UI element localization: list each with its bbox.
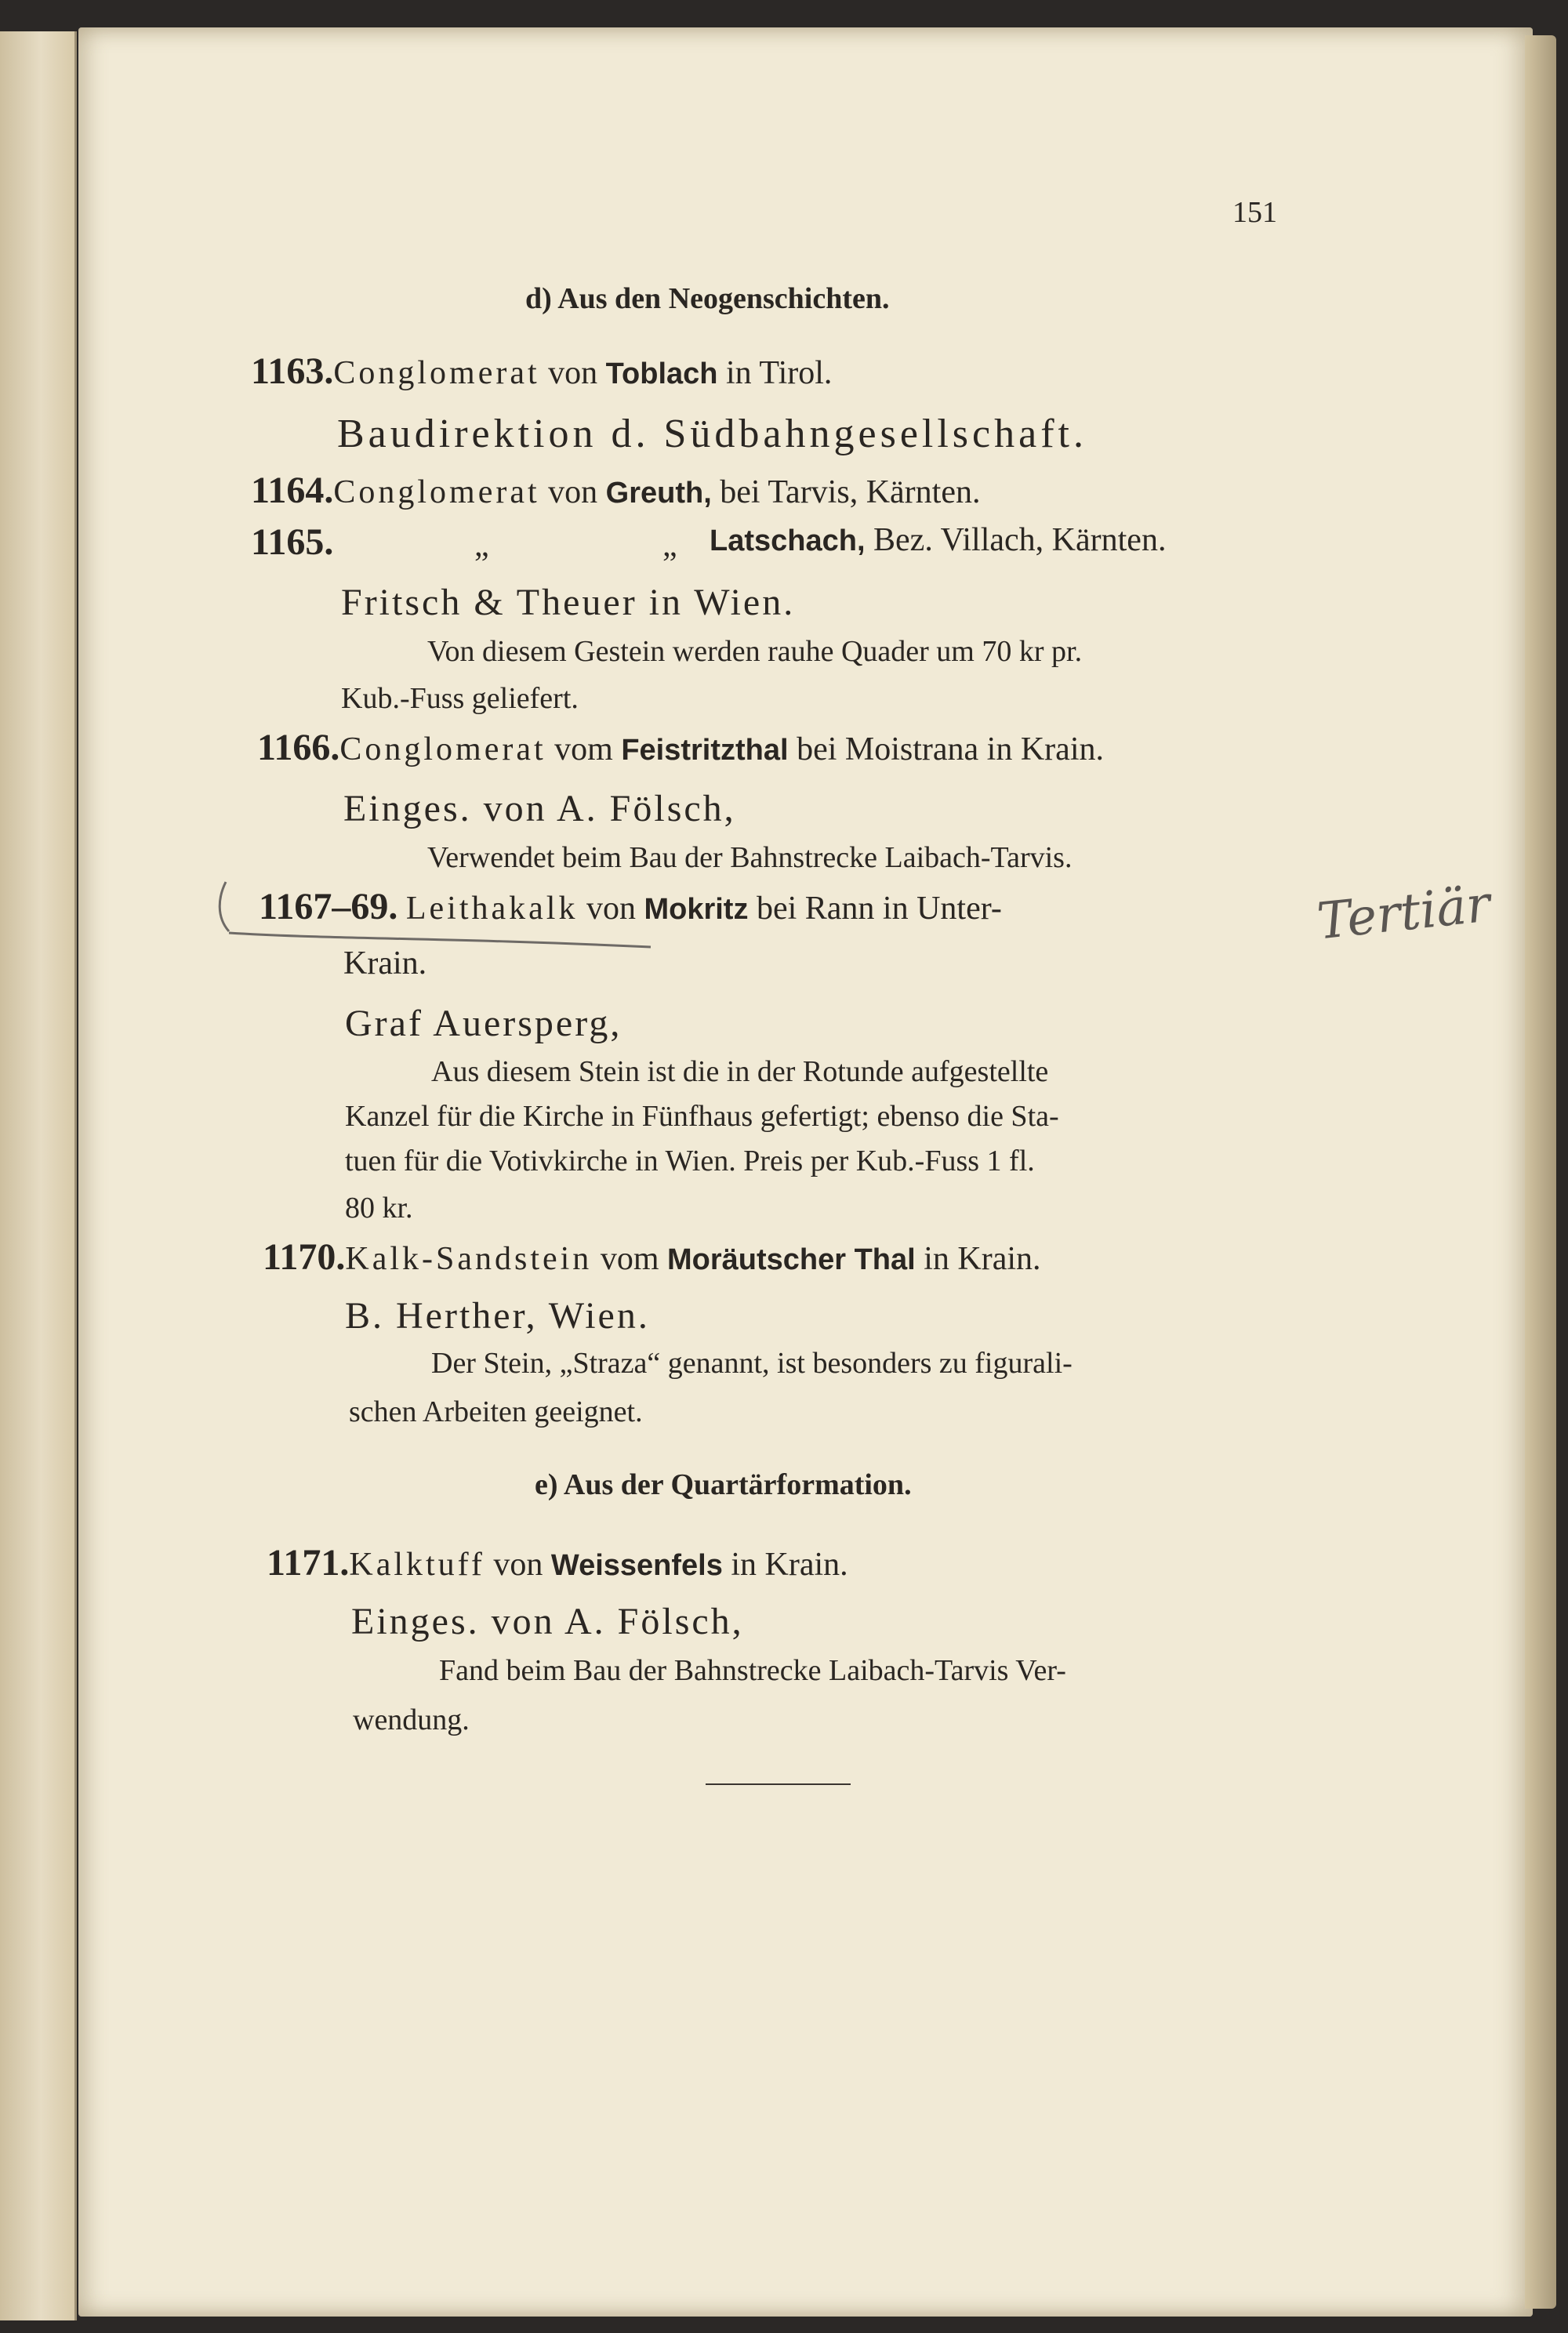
note-text: Von diesem Gestein werden rauhe Quader um 70 kr pr. [427,635,1083,668]
donor-heading: Fritsch & Theuer in Wien. [341,582,796,623]
entry-place: Mokritz [644,893,749,926]
entry-text: von [485,1547,551,1583]
entry-1165 [251,521,334,563]
entry-continuation: Krain. [343,945,427,981]
entry-text: bei Tarvis, Kärnten. [711,474,981,510]
donor-heading: Baudirektion d. Südbahngesellschaft. [337,412,1087,456]
entry-text: in Krain. [722,1547,848,1583]
donor-heading: Einges. von A. Fölsch, [343,788,736,829]
entry-number: 1170. [263,1236,346,1278]
pencil-underline-mark [212,878,666,956]
entry-material: Conglomerat [333,355,540,391]
entry-number: 1166. [257,727,340,768]
entry-material: Kalk-Sandstein [345,1241,593,1277]
entry-number: 1165. [251,521,334,563]
entry-text: vom [592,1241,667,1277]
entry-material: Conglomerat [333,474,540,510]
note-text: tuen für die Votivkirche in Wien. Preis per Kub.-Fuss 1 fl. [345,1145,1035,1177]
entry-text: von [539,355,606,391]
page-number: 151 [1232,196,1277,229]
entry-material: Leithakalk [405,891,579,927]
entry-text: vom [546,731,622,767]
entry-1166 [257,729,1104,767]
ditto-mark: „ [662,528,677,564]
note-text: Der Stein, „Straza“ genannt, ist besonders zu figurali- [431,1347,1073,1380]
page-stack-edge [1525,35,1556,2309]
left-page-edge [0,31,77,2320]
entry-text: von [578,891,644,927]
entry-1171 [267,1544,848,1582]
entry-text: bei Rann in Unter- [748,891,1002,927]
donor-heading: Einges. von A. Fölsch, [351,1601,744,1642]
entry-number: 1164. [251,470,334,511]
note-text: Kanzel für die Kirche in Fünfhaus gefertigt; ebenso die Sta- [345,1100,1059,1133]
donor-heading: Graf Auersperg, [345,1003,622,1044]
entry-place: Toblach [605,357,718,390]
entry-place: Moräutscher Thal [666,1243,916,1276]
donor-heading: B. Herther, Wien. [345,1295,650,1337]
entry-1170 [263,1236,1041,1278]
entry-text: in Tirol. [717,355,833,391]
note-text: 80 kr. [345,1192,413,1225]
section-heading-d: d) Aus den Neogenschichten. [525,282,890,315]
entry-1164 [251,472,980,510]
note-text: Kub.-Fuss geliefert. [341,682,579,715]
handwritten-annotation: Tertiär [1314,875,1494,952]
entry-material: Kalktuff [349,1547,485,1583]
ditto-mark: „ [474,528,489,564]
entry-place: Latschach, [710,524,866,557]
entry-1165-rest [710,524,1166,557]
entry-place: Weissenfels [550,1549,723,1582]
entry-text: bei Moistrana in Krain. [788,731,1104,767]
end-rule [706,1783,851,1785]
entry-place: Greuth, [605,477,712,510]
entry-number: 1163. [251,350,334,392]
entry-text: von [539,474,606,510]
entry-place: Feistritzthal [621,734,789,767]
note-text: schen Arbeiten geeignet. [349,1395,643,1428]
entry-text: in Krain. [915,1241,1041,1277]
entry-number: 1171. [267,1542,350,1584]
entry-1163 [251,350,833,392]
note-text: Fand beim Bau der Bahnstrecke Laibach-Tarvis Ver- [439,1654,1066,1687]
entry-text: Bez. Villach, Kärnten. [865,522,1167,558]
entry-number: 1167–69. [259,886,398,927]
note-text: wendung. [353,1703,470,1736]
note-text: Aus diesem Stein ist die in der Rotunde aufgestellte [431,1055,1049,1088]
section-heading-e: e) Aus der Quartärformation. [535,1468,912,1501]
entry-material: Conglomerat [339,731,546,767]
note-text: Verwendet beim Bau der Bahnstrecke Laibach-Tarvis. [427,841,1073,874]
